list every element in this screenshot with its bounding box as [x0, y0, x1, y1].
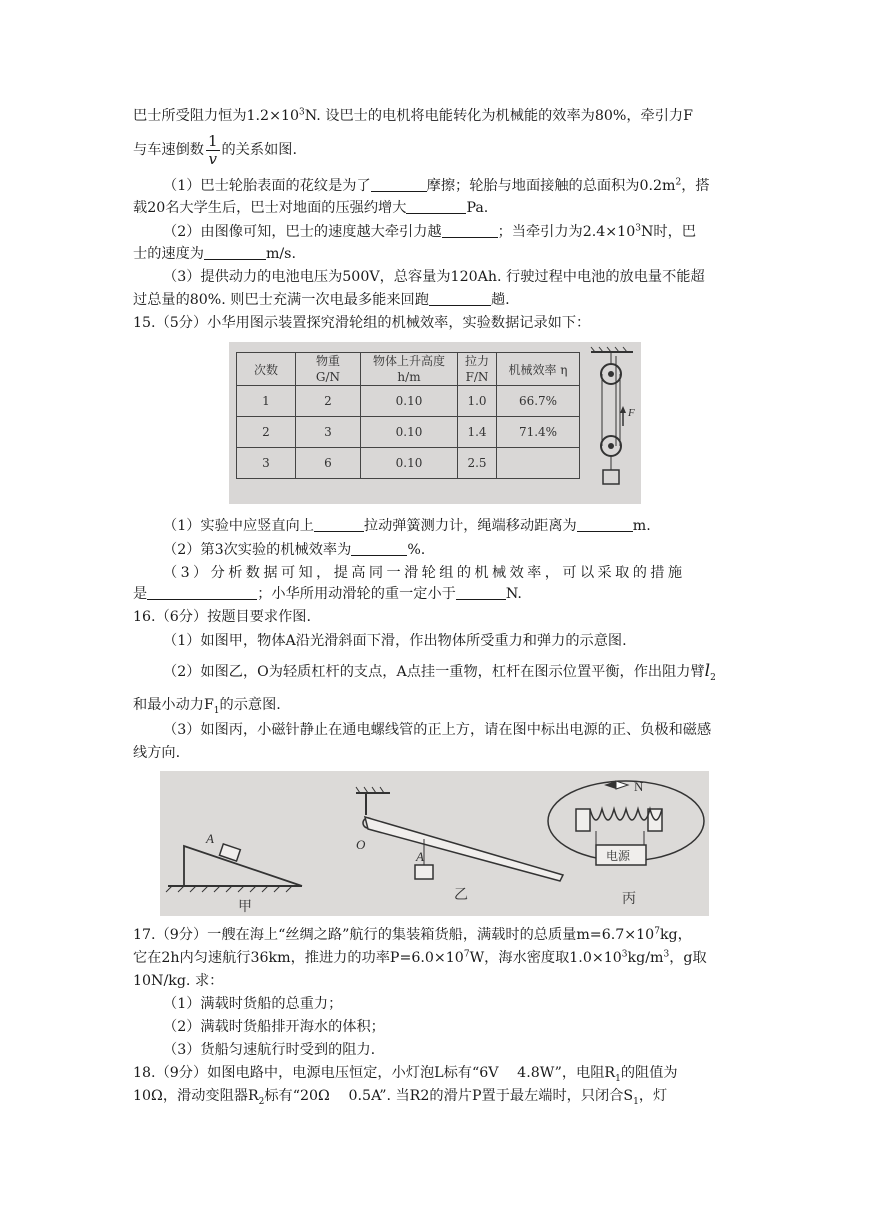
answer-blank[interactable] [147, 585, 257, 600]
p16-q3: （3）如图丙，小磁针静止在通电螺线管的正上方，请在图中标出电源的正、负极和磁感 [163, 722, 712, 738]
table-cell: 1.4 [458, 417, 497, 448]
p17-line1: 17.（9分）一艘在海上“丝绸之路”航行的集装箱货船，满载时的总质量$m=6.7\times 10^7kg$， [133, 926, 692, 943]
force-label-F: F [628, 407, 635, 419]
figure-label-yi: 乙 [454, 887, 468, 903]
experiment-data-table [236, 352, 580, 479]
p15-q1: （1）实验中应竖直向上 拉动弹簧测力计，绳端移动距离为 m. [163, 518, 651, 534]
p14-line1: 巴士所受阻力恒为$1.2\times 10^3N$. 设巴士的电机将电能转化为机械能的效率为80%，牵引力F [133, 107, 693, 124]
p17-line2: 它在2h内匀速航行36km，推进力的功率$P=6.0\times 10^7W$，海水密度取$1.0\times 10^3kg/m^3$，g取 [133, 949, 707, 966]
table-cell: 1.0 [458, 386, 497, 417]
point-label-A: A [206, 831, 214, 846]
table-header-row [237, 353, 580, 386]
figure-label-jia: 甲 [238, 899, 252, 915]
answer-blank[interactable] [442, 223, 498, 238]
p15-title: 15.（5分）小华用图示装置探究滑轮组的机械效率，实验数据记录如下： [133, 315, 591, 331]
p14-line2: 与车速倒数 $\frac{1}{v}$ 的关系如图. [133, 131, 297, 168]
p17-line3: 10N/kg. 求： [133, 973, 224, 989]
p16-q2-cont: 和最小动力$F_1$的示意图. [133, 697, 281, 716]
answer-blank[interactable] [204, 245, 266, 260]
answer-blank[interactable] [406, 199, 466, 214]
table-cell: 66.7% [497, 386, 580, 417]
power-source-label: 电源 [606, 849, 631, 863]
point-label-A: A [416, 849, 424, 864]
table-cell: 2.5 [458, 448, 497, 479]
p14-q1-cont: 载20名大学生后，巴士对地面的压强约增大 Pa. [133, 200, 489, 216]
table-cell: 71.4% [497, 417, 580, 448]
p14-q3-cont: 过总量的80%. 则巴士充满一次电最多能来回跑 趟. [133, 292, 510, 308]
p14-q1: （1）巴士轮胎表面的花纹是为了 摩擦；轮胎与地面接触的总面积为$0.2m^2$，搭 [163, 177, 710, 194]
p18-line1: 18.（9分）如图电路中，电源电压恒定，小灯泡L标有“6V 4.8W”，电阻$R_1$的阻值为 [133, 1065, 678, 1084]
table-cell: 2 [296, 386, 361, 417]
p14-q2: （2）由图像可知，巴士的速度越大牵引力越 ；当牵引力为$2.4\times 10^3N$时，巴 [163, 223, 696, 240]
figure-strip-jia-yi-bing [160, 771, 709, 916]
table-cell: 0.10 [361, 448, 458, 479]
pulley-system-diagram [585, 346, 641, 502]
p15-q3-cont: 是 ；小华所用动滑轮的重一定小于 N. [133, 586, 522, 602]
p16-q2: （2）如图乙，O为轻质杠杆的支点，A点挂一重物，杠杆在图示位置平衡，作出阻力臂$l_2$ [163, 661, 716, 683]
north-pole-label: N [634, 779, 644, 794]
p16-title: 16.（6分）按题目要求作图. [133, 609, 311, 625]
table-header: 机械效率 η [497, 353, 580, 386]
p17-q2: （2）满载时货船排开海水的体积； [163, 1019, 385, 1035]
p15-q3: （3）分析数据可知，提高同一滑轮组的机械效率，可以采取的措施 [163, 565, 686, 581]
table-cell: 0.10 [361, 386, 458, 417]
p14-q2-cont: 士的速度为 m/s. [133, 246, 296, 262]
table-cell: 1 [237, 386, 296, 417]
table-cell: 3 [237, 448, 296, 479]
fraction-1-over-v: $\frac{1}{v}$ [207, 131, 218, 168]
p16-q1: （1）如图甲，物体A沿光滑斜面下滑，作出物体所受重力和弹力的示意图. [163, 633, 627, 649]
answer-blank[interactable] [371, 177, 427, 192]
table-cell: 3 [296, 417, 361, 448]
answer-blank[interactable] [577, 517, 633, 532]
table-cell: 0.10 [361, 417, 458, 448]
table-header: 物体上升高度 h/m [361, 353, 458, 386]
table-header: 次数 [237, 353, 296, 386]
answer-blank[interactable] [351, 541, 407, 556]
figure-label-bing: 丙 [622, 891, 636, 907]
answer-blank[interactable] [456, 585, 506, 600]
p17-q1: （1）满载时货船的总重力； [163, 996, 343, 1012]
p18-line2: 10Ω，滑动变阻器$R_2$标有“20Ω 0.5A”. 当R2的滑片P置于最左端时，只闭合$S_1$，灯 [133, 1088, 668, 1107]
table-header: 拉力 F/N [458, 353, 497, 386]
table-cell: 2 [237, 417, 296, 448]
p15-q2: （2）第3次实验的机械效率为 %. [163, 542, 426, 558]
table-row [237, 386, 580, 417]
table-row [237, 448, 580, 479]
p17-q3: （3）货船匀速航行时受到的阻力. [163, 1042, 376, 1058]
answer-blank[interactable] [429, 291, 491, 306]
table-cell: 6 [296, 448, 361, 479]
table-row [237, 417, 580, 448]
answer-blank[interactable] [314, 517, 364, 532]
table-cell [497, 448, 580, 479]
p16-q3-cont: 线方向. [133, 745, 181, 761]
p14-q3: （3）提供动力的电池电压为500V，总容量为120Ah. 行驶过程中电池的放电量不能超 [163, 269, 705, 285]
table-header: 物重 G/N [296, 353, 361, 386]
point-label-O: O [356, 837, 366, 852]
